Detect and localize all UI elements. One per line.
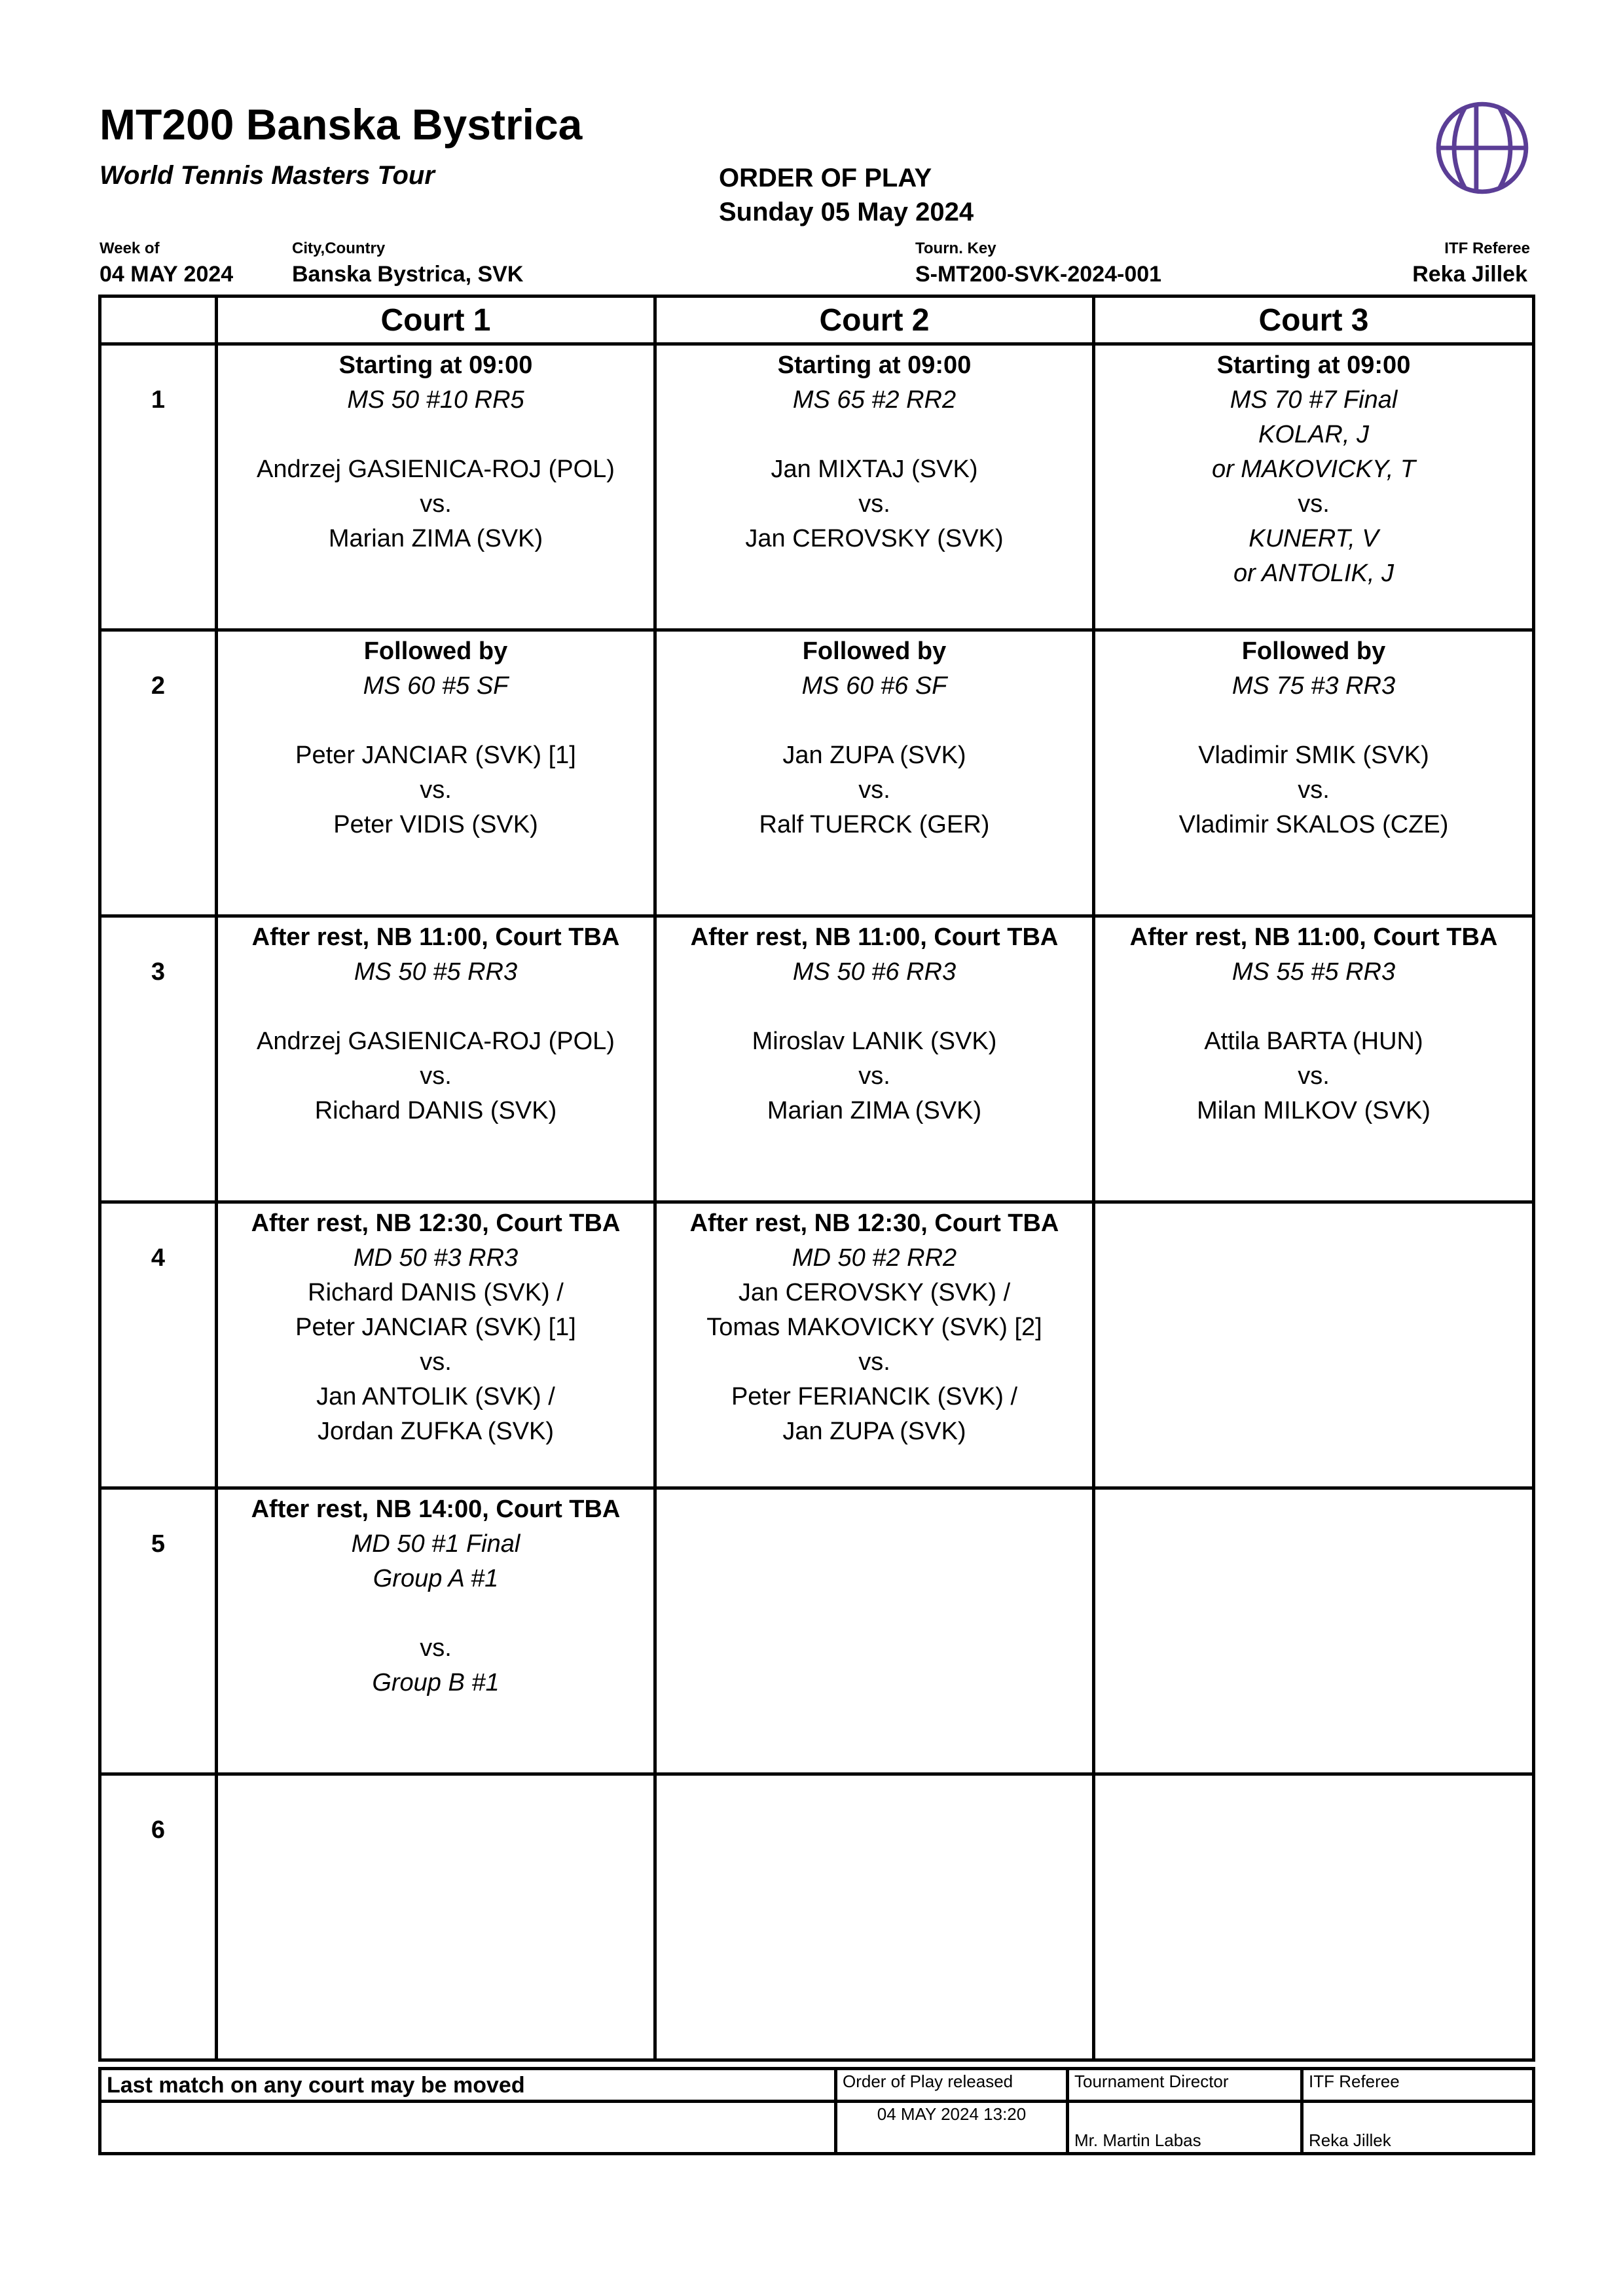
player-name bbox=[657, 704, 1092, 738]
versus-label: vs. bbox=[858, 776, 890, 804]
player-name: Jan CEROVSKY (SVK) bbox=[745, 525, 1004, 552]
match-cell bbox=[655, 1202, 1094, 1488]
player-name bbox=[218, 418, 653, 452]
match-info: MS 60 #5 SF bbox=[363, 672, 509, 700]
match-time-heading: Starting at 09:00 bbox=[1216, 351, 1411, 379]
corner-cell bbox=[100, 296, 217, 344]
match-info: MS 65 #2 RR2 bbox=[792, 386, 957, 414]
match-time-heading: After rest, NB 14:00, Court TBA bbox=[251, 1496, 621, 1523]
footer-labels-row bbox=[100, 2069, 1534, 2102]
player-name: Jordan ZUFKA (SVK) bbox=[317, 1418, 555, 1445]
player-name: Tomas MAKOVICKY (SVK) [2] bbox=[706, 1314, 1042, 1341]
week-label: Week of bbox=[100, 240, 160, 257]
match-row bbox=[100, 916, 1534, 1202]
match-time-heading: After rest, NB 11:00, Court TBA bbox=[251, 924, 620, 951]
match-row bbox=[100, 1488, 1534, 1774]
match-cell bbox=[655, 1488, 1094, 1774]
match-row bbox=[100, 1202, 1534, 1488]
player-name: Richard DANIS (SVK) / bbox=[308, 1279, 564, 1306]
match-info: KOLAR, J bbox=[1258, 421, 1369, 448]
player-name: Jan ANTOLIK (SVK) / bbox=[316, 1383, 555, 1410]
player-name: Peter FERIANCIK (SVK) / bbox=[731, 1383, 1018, 1410]
versus-label: vs. bbox=[420, 1634, 452, 1662]
versus-label: vs. bbox=[420, 490, 452, 518]
match-row bbox=[100, 1774, 1534, 2060]
player-name: Richard DANIS (SVK) bbox=[314, 1097, 557, 1124]
player-name bbox=[218, 1596, 653, 1631]
player-name bbox=[1095, 990, 1532, 1024]
tour-subtitle: World Tennis Masters Tour bbox=[100, 161, 435, 190]
player-name: Milan MILKOV (SVK) bbox=[1197, 1097, 1431, 1124]
match-info: Group B #1 bbox=[372, 1669, 500, 1696]
tournament-director-value: Mr. Martin Labas bbox=[1068, 2102, 1302, 2154]
match-cell bbox=[1094, 630, 1534, 916]
tournament-title: MT200 Banska Bystrica bbox=[100, 100, 583, 149]
row-number: 4 bbox=[100, 1202, 217, 1488]
match-info: MS 70 #7 Final bbox=[1230, 386, 1398, 414]
match-time-heading: Followed by bbox=[363, 637, 508, 665]
match-info: MS 75 #3 RR3 bbox=[1231, 672, 1396, 700]
order-of-play-heading bbox=[719, 161, 974, 229]
released-label: Order of Play released bbox=[836, 2069, 1068, 2102]
match-time-heading: Starting at 09:00 bbox=[338, 351, 533, 379]
match-cell bbox=[655, 630, 1094, 916]
court-header-row bbox=[100, 296, 1534, 344]
tournament-director-label: Tournament Director bbox=[1068, 2069, 1302, 2102]
match-cell bbox=[1094, 1488, 1534, 1774]
city-value: Banska Bystrica, SVK bbox=[292, 262, 524, 287]
match-time-heading: After rest, NB 12:30, Court TBA bbox=[251, 1210, 621, 1237]
tennis-ball-globe-icon bbox=[1432, 98, 1532, 198]
player-name: Peter VIDIS (SVK) bbox=[333, 811, 538, 838]
order-of-play-grid bbox=[98, 295, 1535, 2062]
match-info: Group A #1 bbox=[373, 1565, 499, 1592]
match-row bbox=[100, 344, 1534, 630]
footer-empty-cell bbox=[100, 2102, 836, 2154]
row-number: 2 bbox=[100, 630, 217, 916]
tournament-key-value: S-MT200-SVK-2024-001 bbox=[915, 262, 1162, 287]
player-name: Jan CEROVSKY (SVK) / bbox=[738, 1279, 1011, 1306]
row-number: 1 bbox=[100, 344, 217, 630]
player-name bbox=[1095, 704, 1532, 738]
match-cell bbox=[655, 344, 1094, 630]
itf-referee-value: Reka Jillek bbox=[1412, 262, 1527, 287]
match-info: MS 60 #6 SF bbox=[801, 672, 947, 700]
player-name bbox=[218, 704, 653, 738]
player-name bbox=[657, 990, 1092, 1024]
match-info: or ANTOLIK, J bbox=[1233, 560, 1394, 587]
court-header: Court 1 bbox=[217, 296, 655, 344]
footer-referee-label: ITF Referee bbox=[1302, 2069, 1534, 2102]
player-name: Vladimir SMIK (SVK) bbox=[1198, 742, 1429, 769]
match-time-heading: Followed by bbox=[1241, 637, 1386, 665]
versus-label: vs. bbox=[420, 1062, 452, 1090]
match-cell bbox=[217, 1488, 655, 1774]
match-row bbox=[100, 630, 1534, 916]
order-of-play-date: Sunday 05 May 2024 bbox=[719, 198, 974, 226]
player-name: Peter JANCIAR (SVK) [1] bbox=[295, 742, 576, 769]
versus-label: vs. bbox=[858, 490, 890, 518]
city-label: City,Country bbox=[292, 240, 386, 257]
player-name: Marian ZIMA (SVK) bbox=[328, 525, 543, 552]
match-cell bbox=[217, 916, 655, 1202]
last-match-note: Last match on any court may be moved bbox=[100, 2069, 836, 2102]
row-number: 3 bbox=[100, 916, 217, 1202]
match-info: MD 50 #1 Final bbox=[351, 1530, 520, 1558]
match-info: MS 50 #6 RR3 bbox=[792, 958, 957, 986]
versus-label: vs. bbox=[858, 1348, 890, 1376]
versus-label: vs. bbox=[1298, 1062, 1330, 1090]
match-info: MS 50 #10 RR5 bbox=[347, 386, 524, 414]
versus-label: vs. bbox=[420, 1348, 452, 1376]
match-cell bbox=[655, 1774, 1094, 2060]
match-time-heading: After rest, NB 11:00, Court TBA bbox=[690, 924, 1059, 951]
match-info: MD 50 #2 RR2 bbox=[792, 1244, 957, 1272]
match-cell bbox=[1094, 1202, 1534, 1488]
footer-table bbox=[98, 2067, 1535, 2155]
court-header: Court 3 bbox=[1094, 296, 1534, 344]
week-value: 04 MAY 2024 bbox=[100, 262, 234, 287]
player-name: Ralf TUERCK (GER) bbox=[759, 811, 990, 838]
match-time-heading: After rest, NB 12:30, Court TBA bbox=[689, 1210, 1059, 1237]
match-cell bbox=[1094, 1774, 1534, 2060]
versus-label: vs. bbox=[1298, 490, 1330, 518]
player-name: Attila BARTA (HUN) bbox=[1204, 1028, 1423, 1055]
player-name: Peter JANCIAR (SVK) [1] bbox=[295, 1314, 576, 1341]
player-name: Jan MIXTAJ (SVK) bbox=[771, 456, 978, 483]
footer-referee-value: Reka Jillek bbox=[1302, 2102, 1534, 2154]
versus-label: vs. bbox=[1298, 776, 1330, 804]
player-name: Miroslav LANIK (SVK) bbox=[752, 1028, 997, 1055]
match-time-heading: After rest, NB 11:00, Court TBA bbox=[1129, 924, 1498, 951]
match-info: MS 55 #5 RR3 bbox=[1231, 958, 1396, 986]
tournament-key-label: Tourn. Key bbox=[915, 240, 996, 257]
match-cell bbox=[1094, 916, 1534, 1202]
player-name: Andrzej GASIENICA-ROJ (POL) bbox=[257, 1028, 615, 1055]
match-info: MD 50 #3 RR3 bbox=[353, 1244, 519, 1272]
court-header: Court 2 bbox=[655, 296, 1094, 344]
player-name: Jan ZUPA (SVK) bbox=[782, 1418, 966, 1445]
player-name bbox=[657, 418, 1092, 452]
player-name: Jan ZUPA (SVK) bbox=[782, 742, 966, 769]
player-name bbox=[218, 990, 653, 1024]
match-cell bbox=[217, 1202, 655, 1488]
player-name: Andrzej GASIENICA-ROJ (POL) bbox=[257, 456, 615, 483]
match-time-heading: Starting at 09:00 bbox=[777, 351, 972, 379]
itf-referee-label: ITF Referee bbox=[1444, 240, 1530, 257]
versus-label: vs. bbox=[858, 1062, 890, 1090]
match-cell bbox=[217, 344, 655, 630]
match-cell bbox=[217, 1774, 655, 2060]
match-cell bbox=[655, 916, 1094, 1202]
row-number: 5 bbox=[100, 1488, 217, 1774]
row-number: 6 bbox=[100, 1774, 217, 2060]
footer-values-row bbox=[100, 2102, 1534, 2154]
match-cell bbox=[217, 630, 655, 916]
player-name: Marian ZIMA (SVK) bbox=[767, 1097, 982, 1124]
order-of-play-title: ORDER OF PLAY bbox=[719, 164, 932, 192]
match-info: or MAKOVICKY, T bbox=[1211, 456, 1416, 483]
released-value: 04 MAY 2024 13:20 bbox=[836, 2102, 1068, 2154]
match-time-heading: Followed by bbox=[802, 637, 947, 665]
player-name: Vladimir SKALOS (CZE) bbox=[1178, 811, 1449, 838]
match-cell bbox=[1094, 344, 1534, 630]
versus-label: vs. bbox=[420, 776, 452, 804]
match-info: MS 50 #5 RR3 bbox=[354, 958, 518, 986]
match-info: KUNERT, V bbox=[1249, 525, 1379, 552]
